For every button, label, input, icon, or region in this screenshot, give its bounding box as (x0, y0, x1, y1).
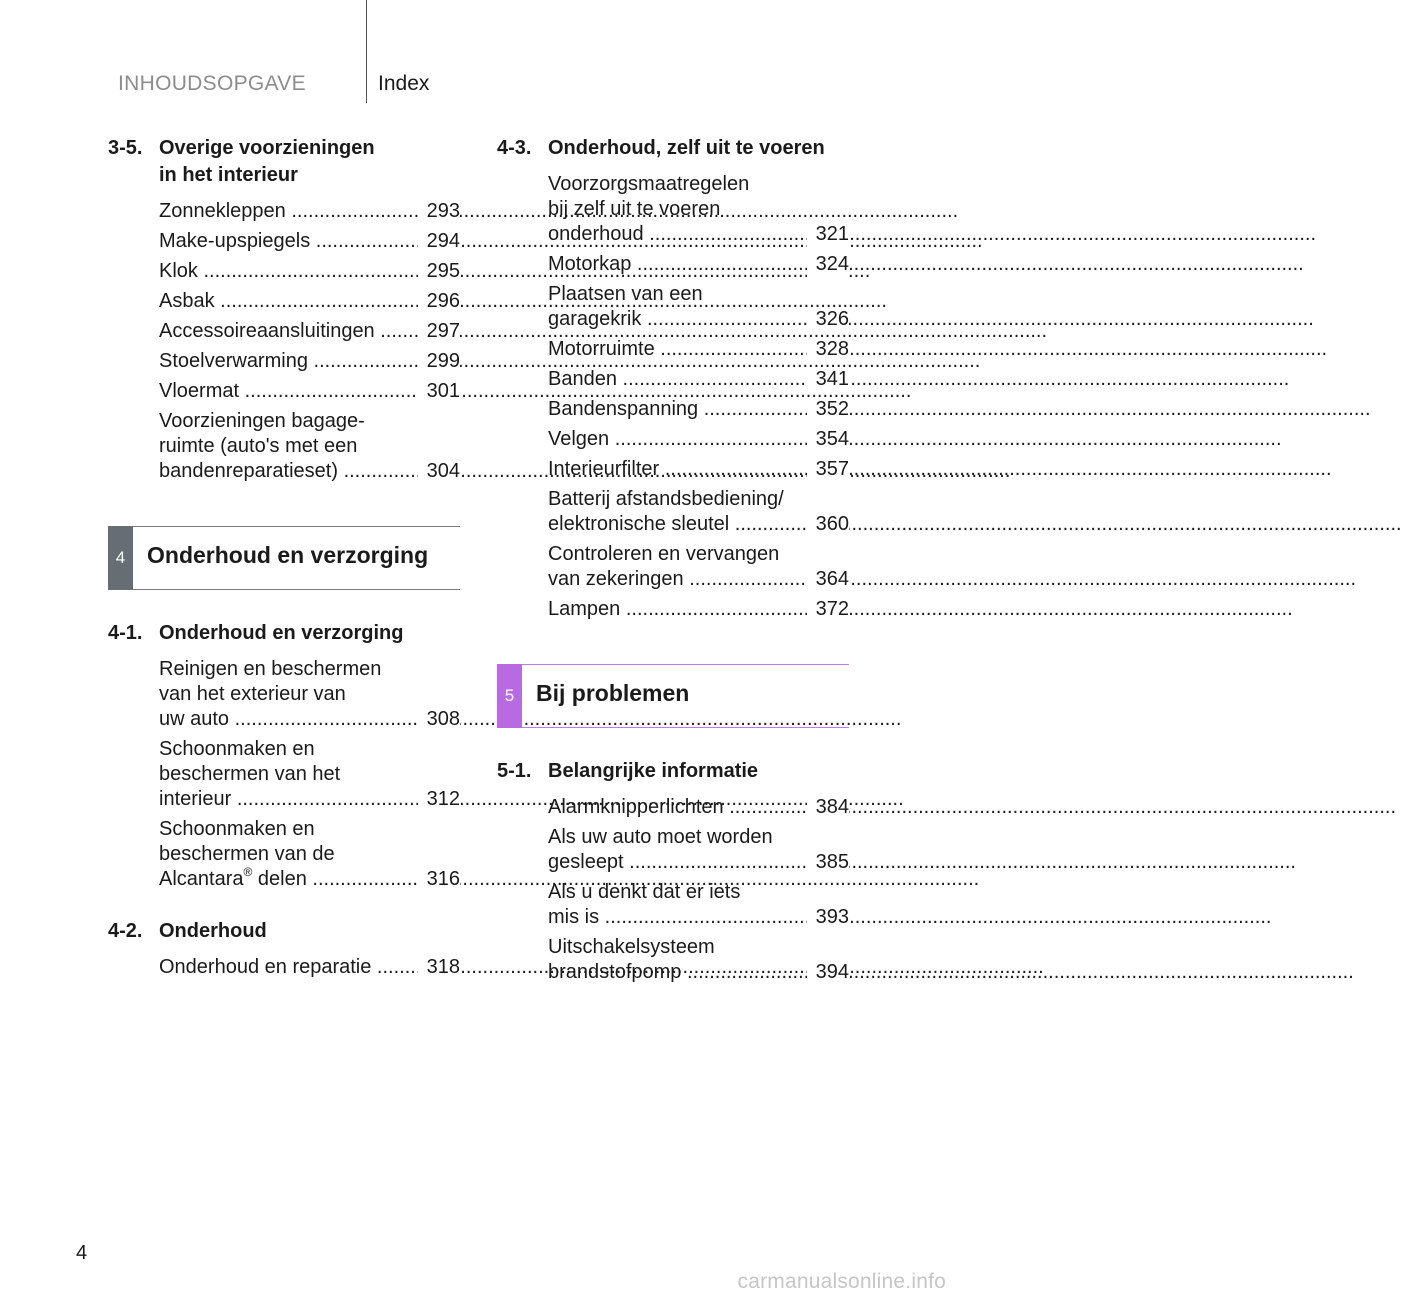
toc-entry[interactable] (548, 392, 849, 422)
toc-entry-page: 318 (418, 955, 460, 980)
toc-entry-title: Accessoireaansluitingen ..... (159, 319, 418, 344)
toc-entry-page: 321 (807, 222, 849, 247)
toc-entry-page: 360 (807, 512, 849, 537)
toc-entry-page: 394 (807, 960, 849, 985)
chapter-tab: 5 (497, 664, 522, 728)
toc-entry-title: Make-upspiegels ..... (159, 229, 418, 254)
entry-list-4-3 (497, 167, 849, 622)
toc-entry-page: 393 (807, 905, 849, 930)
toc-entry[interactable] (159, 254, 460, 284)
toc-entry-page: 294 (418, 229, 460, 254)
toc-entry[interactable] (159, 374, 460, 404)
toc-entry[interactable] (159, 812, 460, 892)
section-number: 4-2. (108, 920, 143, 942)
toc-entry[interactable] (548, 592, 849, 622)
toc-entry-page: 341 (807, 367, 849, 392)
toc-entry[interactable] (548, 167, 849, 247)
section-title: Overige voorzieningen in het interieur (159, 137, 375, 186)
nav-link-toc[interactable]: INHOUDSOPGAVE (118, 72, 306, 95)
toc-entry-page: 352 (807, 397, 849, 422)
toc-entry[interactable] (159, 732, 460, 812)
section-number: 5-1. (497, 760, 532, 782)
toc-entry-title: Stoelverwarming ..... (159, 349, 418, 374)
toc-entry-title: Als uw auto moet worden gesleept ..... (548, 825, 807, 875)
toc-entry-page: 357 (807, 457, 849, 482)
toc-entry[interactable] (548, 930, 849, 985)
toc-entry-page: 372 (807, 597, 849, 622)
toc-entry-page: 328 (807, 337, 849, 362)
toc-entry-page: 295 (418, 259, 460, 284)
toc-entry-title: Reinigen en beschermen van het exterieur van uw auto ..... (159, 657, 418, 732)
toc-entry-page: 301 (418, 379, 460, 404)
toc-entry-page: 304 (418, 459, 460, 484)
section-number: 4-3. (497, 137, 532, 159)
section-heading-4-1 (108, 620, 460, 647)
toc-entry[interactable] (548, 537, 849, 592)
entry-list-4-2 (108, 950, 460, 980)
toc-entry-title: Schoonmaken en beschermen van de Alcantara® delen ..... (159, 817, 418, 892)
section-number: 3-5. (108, 137, 143, 159)
toc-entry-page: 312 (418, 787, 460, 812)
toc-entry-page: 324 (807, 252, 849, 277)
chapter-title: Bij problemen (536, 680, 690, 706)
toc-entry[interactable] (159, 224, 460, 254)
toc-entry-page: 384 (807, 795, 849, 820)
toc-entry-title: Banden ..... (548, 367, 807, 392)
toc-entry-page: 354 (807, 427, 849, 452)
toc-entry-title: Zonnekleppen ..... (159, 199, 418, 224)
toc-entry-title: Uitschakelsysteem brandstofpomp ..... (548, 935, 807, 985)
toc-entry[interactable] (548, 875, 849, 930)
toc-entry-title: Voorzieningen bagage- ruimte (auto's met een bandenreparatieset) ..... (159, 409, 418, 484)
toc-entry-title: Velgen ..... (548, 427, 807, 452)
toc-entry-title: Onderhoud en reparatie ..... (159, 955, 418, 980)
chapter-tab: 4 (108, 526, 133, 590)
toc-entry-title: Interieurfilter ..... (548, 457, 807, 482)
toc-entry-page: 326 (807, 307, 849, 332)
toc-entry[interactable] (548, 482, 849, 537)
section-title: Onderhoud (159, 920, 267, 942)
toc-entry[interactable] (159, 344, 460, 374)
toc-entry-page: 364 (807, 567, 849, 592)
toc-entry-title: Controleren en vervangen van zekeringen ..... (548, 542, 807, 592)
chapter-title: Onderhoud en verzorging (147, 542, 429, 568)
toc-entry-title: Voorzorgsmaatregelen bij zelf uit te voeren onderhoud ..... (548, 172, 807, 247)
toc-entry-title: Klok ..... (159, 259, 418, 284)
toc-entry[interactable] (548, 820, 849, 875)
toc-entry[interactable] (548, 362, 849, 392)
toc-entry[interactable] (159, 950, 460, 980)
toc-entry[interactable] (159, 404, 460, 484)
toc-column-left (108, 135, 460, 980)
entry-list-3-5 (108, 194, 460, 484)
toc-entry-page: 293 (418, 199, 460, 224)
toc-entry[interactable] (548, 277, 849, 332)
toc-entry-page: 316 (418, 867, 460, 892)
section-heading-4-2 (108, 918, 460, 945)
toc-entry-title: Motorruimte ..... (548, 337, 807, 362)
toc-entry-title: Plaatsen van een garagekrik ..... (548, 282, 807, 332)
section-title: Onderhoud, zelf uit te voeren (548, 137, 825, 159)
section-number: 4-1. (108, 622, 143, 644)
toc-entry-page: 297 (418, 319, 460, 344)
top-navigation (0, 0, 960, 110)
toc-entry-title: Asbak ..... (159, 289, 418, 314)
toc-entry-title: Alarmknipperlichten ..... (548, 795, 807, 820)
section-heading-5-1 (497, 758, 849, 785)
nav-divider (366, 0, 367, 103)
toc-entry-title: Motorkap ..... (548, 252, 807, 277)
toc-entry[interactable] (548, 332, 849, 362)
toc-entry[interactable] (159, 194, 460, 224)
toc-entry-title: Lampen ..... (548, 597, 807, 622)
chapter-header-5[interactable] (497, 664, 849, 728)
toc-entry-title: Batterij afstandsbediening/ elektronische sleutel ..... (548, 487, 807, 537)
toc-entry-title: Vloermat ..... (159, 379, 418, 404)
toc-entry[interactable] (159, 314, 460, 344)
toc-entry-page: 385 (807, 850, 849, 875)
toc-entry[interactable] (159, 284, 460, 314)
toc-entry-title: Bandenspanning ..... (548, 397, 807, 422)
section-heading-3-5 (108, 135, 460, 189)
section-heading-4-3 (497, 135, 849, 162)
section-title: Onderhoud en verzorging (159, 622, 404, 644)
toc-entry-page: 296 (418, 289, 460, 314)
section-title: Belangrijke informatie (548, 760, 759, 782)
toc-entry-page: 299 (418, 349, 460, 374)
toc-column-right (497, 135, 849, 985)
toc-entry[interactable] (548, 790, 849, 820)
toc-entry-title: Schoonmaken en beschermen van het interieur ..... (159, 737, 418, 812)
nav-link-index[interactable]: Index (378, 72, 430, 95)
toc-entry-page: 308 (418, 707, 460, 732)
page-number: 4 (76, 1242, 88, 1264)
toc-entry[interactable] (548, 422, 849, 452)
toc-entry[interactable] (548, 452, 849, 482)
toc-entry[interactable] (159, 652, 460, 732)
entry-list-5-1 (497, 790, 849, 985)
entry-list-4-1 (108, 652, 460, 892)
toc-entry[interactable] (548, 247, 849, 277)
chapter-header-4[interactable] (108, 526, 460, 590)
toc-entry-title: Als u denkt dat er iets mis is ..... (548, 880, 807, 930)
watermark: carmanualsonline.info (737, 1270, 946, 1293)
